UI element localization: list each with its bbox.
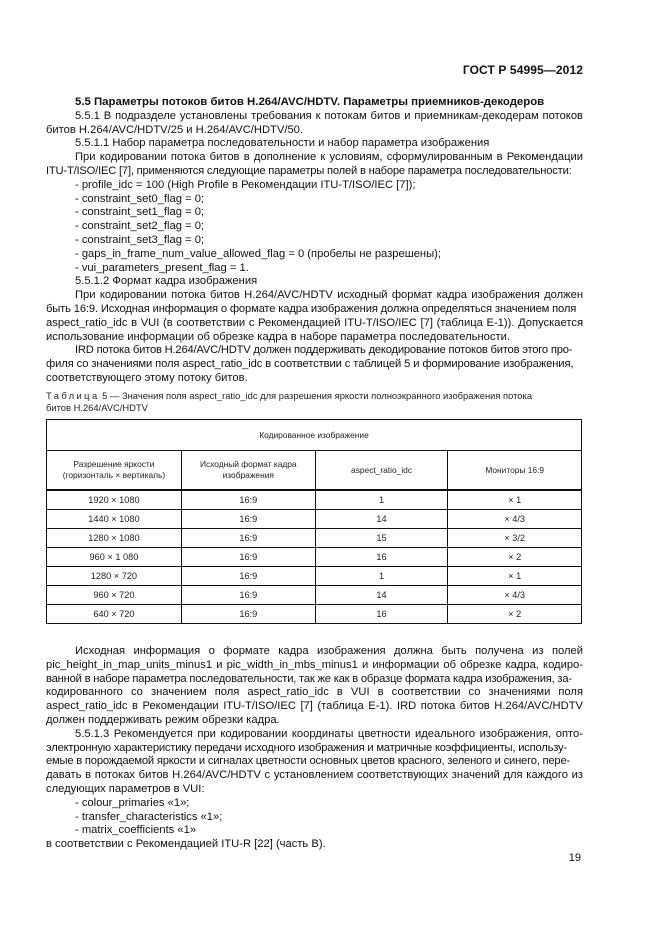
paragraph-format-line2: быть 16:9. Исходная информация о формате кадра изображения должна определяться значением поля — [46, 302, 577, 315]
cell-resolution: 1280 × 1080 — [47, 529, 182, 548]
param-item: - vui_parameters_present_flag = 1. — [75, 261, 249, 274]
cell-resolution: 1920 × 1080 — [47, 490, 182, 510]
table-column-header-row — [47, 451, 582, 491]
closing-line: в соответствии с Рекомендацией ITU-R [22] (часть В). — [46, 838, 326, 851]
paragraph-ird-line3: соответствующего этому потоку битов. — [46, 371, 248, 384]
cell-resolution: 1280 × 720 — [47, 567, 182, 586]
param-item: - constraint_set3_flag = 0; — [75, 233, 205, 246]
aspect-ratio-table — [46, 419, 582, 624]
page-number: 19 — [568, 852, 581, 864]
table-group-header-row — [47, 420, 582, 451]
column-header-luma-resolution: Разрешение яркости (горизонталь × вертикаль) — [47, 451, 182, 491]
cell-monitor-scale: × 3/2 — [448, 529, 582, 548]
param-item: - profile_idc = 100 (High Profile в Рекомендации ITU-T/ISO/IEC [7]); — [75, 178, 416, 191]
table-row — [47, 529, 582, 548]
table-row — [47, 490, 582, 510]
section-bottom-block — [46, 645, 583, 852]
param-item: - gaps_in_frame_num_value_allowed_flag = 0 (пробелы не разрешены); — [75, 247, 441, 260]
column-header-monitors: Мониторы 16:9 — [448, 451, 582, 491]
cell-aspect-ratio-idc: 14 — [315, 586, 448, 605]
column-header-aspect-ratio-idc: aspect_ratio_idc — [315, 451, 448, 491]
table-caption-text: 5 — Значения поля aspect_ratio_idc для разрешения яркости полноэкранного изображения потока — [99, 390, 533, 401]
table-row — [47, 510, 582, 529]
column-header-source-format: Исходный формат кадра изображения — [181, 451, 315, 491]
cell-aspect-ratio-idc: 16 — [315, 605, 448, 624]
cell-resolution: 960 × 720 — [47, 586, 182, 605]
param-item: - constraint_set0_flag = 0; — [75, 192, 205, 205]
cell-aspect-ratio-idc: 1 — [315, 490, 448, 510]
cell-resolution: 1440 × 1080 — [47, 510, 182, 529]
cell-source-format: 16:9 — [181, 490, 315, 510]
cell-aspect-ratio-idc: 16 — [315, 548, 448, 567]
cell-aspect-ratio-idc: 1 — [315, 567, 448, 586]
paragraph-encoding-line1: При кодировании потока битов в дополнение к условиям, сформулированным в Рекомендации — [75, 151, 583, 164]
section-title: 5.5 Параметры потоков битов H.264/AVC/HDTV. Параметры приемников-декодеров — [75, 96, 545, 108]
paragraph-5-5-1-3-line4: давать в потоках битов H.264/AVC/HDTV с установлением соответствующих значений для каждого из — [46, 769, 583, 782]
cell-aspect-ratio-idc: 15 — [315, 529, 448, 548]
table-group-header: Кодированное изображение — [47, 420, 582, 451]
paragraph-format-line4: использование информации об обрезке кадра в наборе параметра последовательности. — [46, 330, 510, 343]
cell-monitor-scale: × 4/3 — [448, 510, 582, 529]
table-caption — [46, 390, 586, 414]
document-id: ГОСТ Р 54995—2012 — [462, 63, 583, 77]
cell-monitor-scale: × 4/3 — [448, 586, 582, 605]
table-row — [47, 567, 582, 586]
paragraph-5-5-1-line2: битов H.264/AVC/HDTV/25 и H.264/AVC/HDTV/50. — [46, 123, 303, 136]
table-caption-line2: битов H.264/AVC/HDTV — [46, 401, 148, 413]
cell-source-format: 16:9 — [181, 548, 315, 567]
cell-source-format: 16:9 — [181, 567, 315, 586]
vui-param-item: - matrix_coefficients «1» — [75, 824, 197, 837]
cell-resolution: 640 × 720 — [47, 605, 182, 624]
paragraph-source-info-line2: pic_height_in_map_units_minus1 и pic_width_in_mbs_minus1 и информации об обрезке кадра, кодиро- — [46, 658, 583, 671]
table-row — [47, 586, 582, 605]
cell-source-format: 16:9 — [181, 605, 315, 624]
table-row — [47, 548, 582, 567]
param-item: - constraint_set2_flag = 0; — [75, 220, 205, 233]
paragraph-ird-line1: IRD потока битов H.264/AVC/HDTV должен поддерживать декодирование потоков битов этого про- — [75, 344, 573, 357]
subsection-5-5-1-2-title: 5.5.1.2 Формат кадра изображения — [75, 275, 258, 288]
paragraph-5-5-1-3-line3: емые в порождаемой яркости и сигналах цветности основных цветов красного, зеленого и синего, пере- — [46, 755, 570, 768]
paragraph-5-5-1-3-line1: 5.5.1.3 Рекомендуется при кодировании координаты цветности идеального изображения, опто- — [75, 727, 583, 740]
paragraph-source-info-line1: Исходная информация о формате кадра изображения должна быть получена из полей — [75, 645, 583, 657]
paragraph-encoding-line2: ITU-T/ISO/IEC [7], применяются следующие параметры полей в наборе параметра последовательности: — [46, 164, 572, 177]
param-item: - constraint_set1_flag = 0; — [75, 206, 205, 219]
cell-monitor-scale: × 1 — [448, 567, 582, 586]
paragraph-source-info-line4: кодированного со значением поля aspect_ratio_idc в VUI в соответствии со значениями поля — [46, 686, 583, 699]
table-caption-label: Таблица — [46, 390, 100, 401]
paragraph-format-line3: aspect_ratio_idc в VUI (в соответствии с Рекомендацией ITU-T/ISO/IEC [7] (таблица Е-1)). Допускается — [46, 316, 583, 329]
cell-monitor-scale: × 1 — [448, 490, 582, 510]
paragraph-5-5-1-3-line5: следующих параметров в VUI: — [46, 782, 205, 795]
cell-monitor-scale: × 2 — [448, 605, 582, 624]
cell-source-format: 16:9 — [181, 529, 315, 548]
cell-source-format: 16:9 — [181, 586, 315, 605]
section-top-block — [46, 96, 583, 386]
vui-param-item: - colour_primaries «1»; — [75, 796, 190, 809]
paragraph-5-5-1-line1: 5.5.1 В подразделе установлены требования к потокам битов и приемникам-декодерам потоков — [75, 109, 583, 122]
paragraph-source-info-line3: ванной в наборе параметра последовательности, так же как в образце формата кадра изображения, за- — [46, 672, 572, 685]
vui-param-item: - transfer_characteristics «1»; — [75, 810, 223, 823]
paragraph-source-info-line5: aspect_ratio_idc в Рекомендации ITU-T/ISO/IEC [7] (таблица Е-1). IRD потока битов H.264/AVC/HDTV — [46, 700, 583, 713]
cell-monitor-scale: × 2 — [448, 548, 582, 567]
paragraph-source-info-line6: должен поддерживать режим обрезки кадра. — [46, 713, 280, 726]
paragraph-ird-line2: филя со значениями поля aspect_ratio_idc в соответствии с таблицей 5 и формирование изображения, — [46, 358, 574, 371]
cell-resolution: 960 × 1 080 — [47, 548, 182, 567]
cell-source-format: 16:9 — [181, 510, 315, 529]
paragraph-format-line1: При кодировании потока битов H.264/AVC/HDTV исходный формат кадра изображения должен — [75, 289, 583, 302]
cell-aspect-ratio-idc: 14 — [315, 510, 448, 529]
table-row — [47, 605, 582, 624]
paragraph-5-5-1-3-line2: электронную характеристику передачи исходного изображения и матричные коэффициенты, использу- — [46, 741, 567, 754]
subsection-5-5-1-1-title: 5.5.1.1 Набор параметра последовательности и набор параметра изображения — [75, 137, 490, 150]
